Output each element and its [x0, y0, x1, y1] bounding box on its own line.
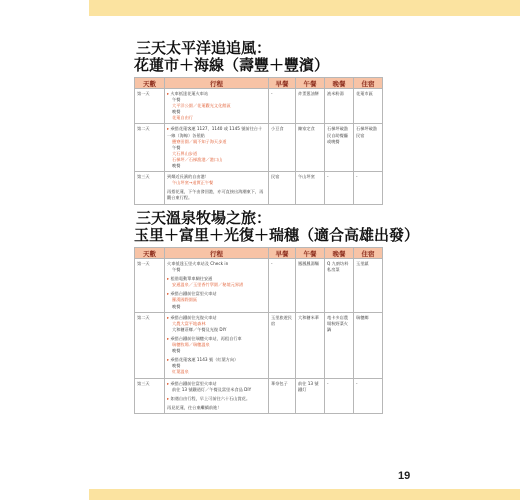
table-header-row [135, 248, 383, 259]
table-row [135, 378, 383, 413]
itinerary-cell [165, 124, 269, 172]
itinerary-line: 安通溫泉／玉里香竹學園／秘境元界渚 [172, 282, 244, 288]
dinner-cell: - [325, 172, 354, 204]
top-color-band [89, 0, 520, 16]
breakfast-cell: 小豆食 [269, 124, 296, 172]
header-breakfast: 早餐 [269, 248, 296, 259]
header-breakfast: 早餐 [269, 78, 296, 89]
header-lunch: 午餐 [296, 248, 325, 259]
itinerary-line: ▸ 乘搭台鐵前往光復火車站 [167, 315, 266, 321]
itinerary-line: ▸ 乘搭花蓮客運 1127、1140 或 1145 號前往台十一線（海線）各景點 [167, 126, 266, 138]
itinerary-line: 前往 13 號鐵道灯／午餐及富里米食品 DIY [172, 386, 252, 392]
day-cell: 第一天 [135, 89, 165, 124]
itinerary-line: 到鄰近長濱的自由港！ [167, 174, 209, 180]
itinerary-line: 午山坪窯→退實正午餐 [172, 180, 214, 186]
dinner-cell: 石梯坪破漁民自助餐廳或晚餐 [325, 124, 354, 172]
itinerary-line: 鹽寮田園／親不知子海天步道 [172, 138, 227, 144]
header-lodging: 住宿 [354, 78, 383, 89]
breakfast-cell: - [269, 89, 296, 124]
itinerary-line: 石梯坪／石梯漁港／港口山 [172, 156, 223, 162]
lunch-cell: 陳家定食 [296, 124, 325, 172]
itinerary-section-1 [134, 40, 382, 205]
itinerary-line: ▸ 乘搭台鐵前往富里火車站 [167, 381, 266, 387]
itinerary-line: 晚餐 [172, 109, 181, 115]
itinerary-line: ▸ 乘搭花蓮客運 1143 號（紅葉方向） [167, 357, 266, 363]
page-number: 19 [398, 470, 411, 482]
lodging-cell: - [354, 172, 383, 204]
table-body [135, 259, 383, 414]
itinerary-line: 大石鼻山步道 [172, 150, 198, 156]
itinerary-line: 再見花蓮，往台東繼續前進！ [167, 404, 222, 410]
header-day: 天數 [135, 78, 165, 89]
itinerary-line: 再搭花蓮，下午由發回港，亦可直接出海潮東下，再觀台東行程。 [167, 189, 264, 201]
bottom-color-band [89, 489, 520, 500]
breakfast-cell: 華奈包子 [269, 378, 296, 413]
dinner-cell: - [325, 378, 354, 413]
itinerary-line: ▸ 火車抵達花蓮火車站 [167, 91, 266, 97]
itinerary-line: 羅漢國際園區 [172, 297, 198, 303]
header-lodging: 住宿 [354, 248, 383, 259]
itinerary-table [134, 77, 383, 205]
header-lunch: 午餐 [296, 78, 325, 89]
header-itinerary: 行程 [165, 248, 269, 259]
table-body [135, 89, 383, 205]
section-title: 三天溫泉牧場之旅： [134, 210, 382, 227]
section-subtitle: 玉里＋富里＋光復＋瑞穗（適合高雄出發） [134, 225, 420, 244]
itinerary-cell [165, 172, 269, 204]
lunch-cell: 大和糖米華 [296, 312, 325, 378]
table-row [135, 124, 383, 172]
itinerary-line: 晚餐 [172, 363, 181, 369]
itinerary-line: 瑞穗牧場／瑞穗溫泉 [172, 342, 210, 348]
itinerary-line: 午餐 [172, 267, 181, 273]
itinerary-line: 晚餐 [172, 348, 181, 354]
header-day: 天數 [135, 248, 165, 259]
header-dinner: 晚餐 [325, 78, 354, 89]
dinner-cell: 液米粉湯 [325, 89, 354, 124]
itinerary-table [134, 247, 383, 414]
table-row [135, 312, 383, 378]
lodging-cell: 瑞穗鄉 [354, 312, 383, 378]
section-title: 三天太平洋追追風： [134, 40, 382, 57]
itinerary-line: 午餐 [172, 97, 181, 103]
itinerary-line: 火車抵達玉里火車站及 Check in [167, 261, 229, 266]
itinerary-section-2 [134, 209, 420, 414]
lunch-cell: 炸蛋葱油餅 [296, 89, 325, 124]
table-row [135, 259, 383, 313]
itinerary-line: 花蓮自由行 [172, 115, 193, 121]
table-row [135, 89, 383, 124]
dinner-cell: 竜卡多店農場秋野菜火鍋 [325, 312, 354, 378]
itinerary-line: ▸ 乘搭台鐵前往瑞穗火車站，再租自行車 [167, 336, 266, 342]
breakfast-cell: 民宿 [269, 172, 296, 204]
itinerary-line: 大農大富平地森林 [172, 320, 206, 326]
day-cell: 第三天 [135, 172, 165, 204]
itinerary-line: 午餐 [172, 144, 181, 150]
itinerary-cell [165, 378, 269, 413]
lunch-cell: 午山坪窯 [296, 172, 325, 204]
itinerary-cell [165, 312, 269, 378]
lodging-cell: - [354, 378, 383, 413]
table-row [135, 172, 383, 204]
lunch-cell: 前往 13 號鐵灯 [296, 378, 325, 413]
itinerary-line: ▸ 租借電動單車騎往安通 [167, 276, 266, 282]
lodging-cell: 玉里鎮 [354, 259, 383, 313]
breakfast-cell: 玉里旅遊民宿 [269, 312, 296, 378]
lunch-cell: 鳳鳳鳳湯麵 [296, 259, 325, 313]
itinerary-cell [165, 89, 269, 124]
itinerary-line: 大平洋公園／花蓮觀光文化館區 [172, 103, 231, 109]
dinner-cell: Q 九廚坊料私房菜 [325, 259, 354, 313]
breakfast-cell: - [269, 259, 296, 313]
itinerary-cell [165, 259, 269, 313]
table-header-row [135, 78, 383, 89]
itinerary-line: 晚餐 [172, 163, 181, 169]
day-cell: 第二天 [135, 312, 165, 378]
lodging-cell: 花蓮市區 [354, 89, 383, 124]
itinerary-line: ▸ 如遇自由行程，早上可前往六十石山賞花。 [167, 396, 266, 402]
day-cell: 第一天 [135, 259, 165, 313]
itinerary-line: 紅葉溫泉 [172, 369, 189, 375]
section-subtitle: 花蓮市＋海線（壽豐＋豐濱） [134, 55, 330, 74]
lodging-cell: 石梯坪破漁民宿 [354, 124, 383, 172]
day-cell: 第三天 [135, 378, 165, 413]
header-itinerary: 行程 [165, 78, 269, 89]
itinerary-line: 晚餐 [172, 303, 181, 309]
itinerary-line: 大和糖莊鄉／午餐及光復 DIY [172, 326, 227, 332]
header-dinner: 晚餐 [325, 248, 354, 259]
day-cell: 第二天 [135, 124, 165, 172]
itinerary-line: ▸ 乘搭台鐵前往富里火車站 [167, 291, 266, 297]
